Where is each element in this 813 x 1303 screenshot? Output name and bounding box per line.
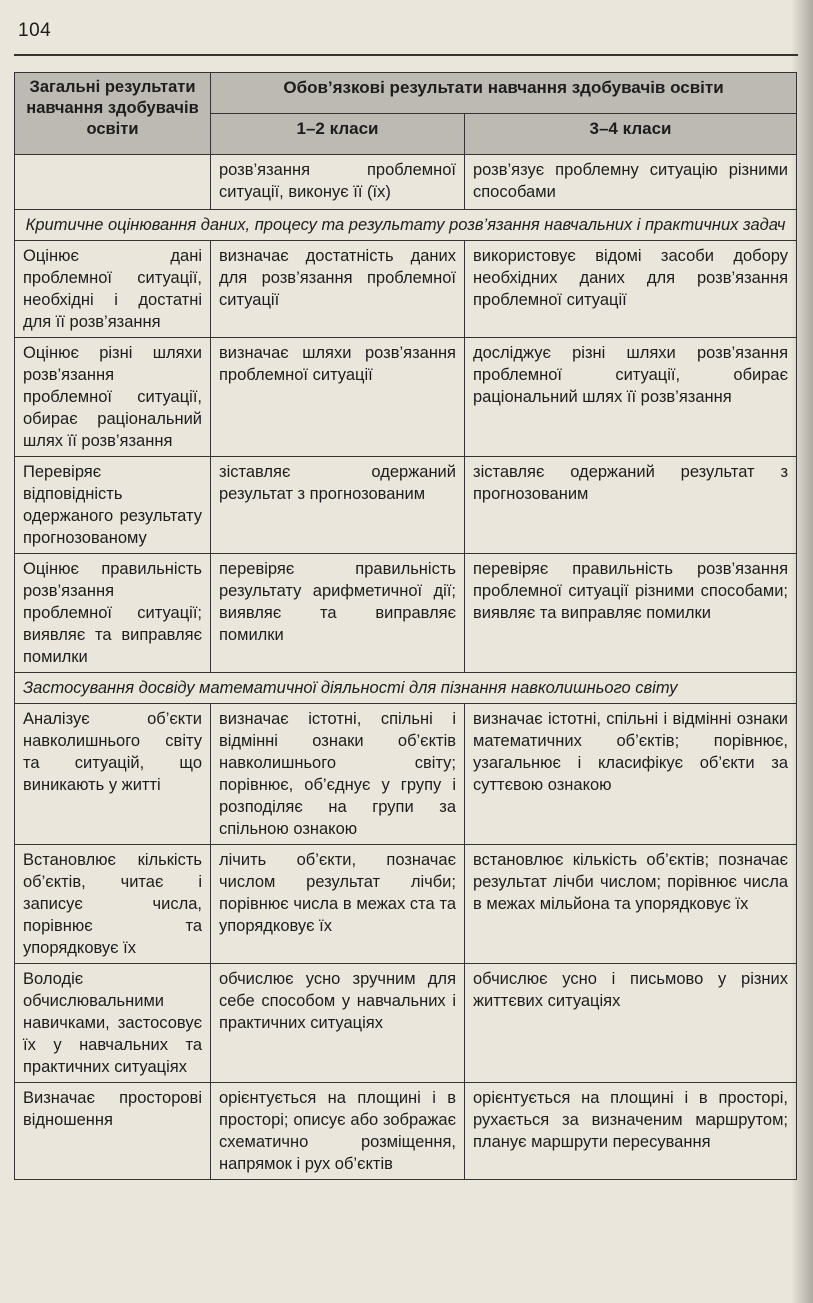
cell-grade-3-4: зіставляє одержаний результат з прогнозованим	[465, 457, 797, 554]
table-row	[15, 338, 797, 457]
section-heading-critical-evaluation: Критичне оцінювання даних, процесу та результату розв’язання навчальних і практичних задач	[15, 210, 797, 241]
cell-grade-3-4: встановлює кількість об’єктів; позначає результат лічби числом; порівнює числа в межах мільйона та упорядковує їх	[465, 845, 797, 964]
cell-grade-1-2: визначає істотні, спільні і відмінні ознаки об’єктів навколишнього світу; порівнює, об’єднує у групу і розподіляє на групи за спільною ознакою	[211, 704, 465, 845]
table-row	[15, 1083, 797, 1180]
table-row	[15, 964, 797, 1083]
section-row	[15, 210, 797, 241]
header-rule	[14, 54, 798, 56]
table-row	[15, 241, 797, 338]
table-row	[15, 554, 797, 673]
cell-grade-3-4: перевіряє правильність розв’язання проблемної ситуації різними способами; виявляє та виправляє помилки	[465, 554, 797, 673]
cell-grade-3-4: використовує відомі засоби добору необхідних даних для розв’язання проблемної ситуації	[465, 241, 797, 338]
section-row	[15, 673, 797, 704]
cell-grade-1-2: визначає достатність даних для розв’язання проблемної ситуації	[211, 241, 465, 338]
table-row	[15, 457, 797, 554]
cell-grade-1-2: перевіряє правильність результату арифметичної дії; виявляє та виправляє помилки	[211, 554, 465, 673]
table-row	[15, 845, 797, 964]
header-grade-1-2: 1–2 класи	[211, 114, 465, 155]
cell-general: Оцінює правильність розв’язання проблемної ситуації; виявляє та виправляє помилки	[15, 554, 211, 673]
cell-grade-3-4: орієнтується на площині і в просторі, рухається за визначеним маршрутом; планує маршрути пересування	[465, 1083, 797, 1180]
cell-general: Оцінює різні шляхи розв’язання проблемної ситуації, обирає раціональний шлях її розв’язання	[15, 338, 211, 457]
cell-general: Визначає просторові відношення	[15, 1083, 211, 1180]
cell-grade-3-4: розв’язує проблемну ситуацію різними способами	[465, 155, 797, 210]
cell-general	[15, 155, 211, 210]
cell-grade-3-4: обчислює усно і письмово у різних життєвих ситуаціях	[465, 964, 797, 1083]
cell-general: Оцінює дані проблемної ситуації, необхідні і достатні для її розв’язання	[15, 241, 211, 338]
cell-general: Встановлює кількість об’єктів, читає і записує числа, порівнює та упорядковує їх	[15, 845, 211, 964]
cell-grade-1-2: зіставляє одержаний результат з прогнозованим	[211, 457, 465, 554]
table-row	[15, 704, 797, 845]
section-heading-applying-experience: Застосування досвіду математичної діяльності для пізнання навколишнього світу	[15, 673, 797, 704]
cell-grade-3-4: досліджує різні шляхи розв’язання проблемної ситуації, обирає раціональний шлях її розв’язання	[465, 338, 797, 457]
learning-outcomes-table	[14, 72, 797, 1180]
header-general-outcomes: Загальні результати навчання здобувачів освіти	[15, 73, 211, 155]
cell-grade-1-2: лічить об’єкти, позначає числом результат лічби; порівнює числа в межах ста та упорядковує їх	[211, 845, 465, 964]
cell-grade-3-4: визначає істотні, спільні і відмінні ознаки математичних об’єктів; порівнює, узагальнює і класифікує об’єкти за суттєвою ознакою	[465, 704, 797, 845]
page-number: 104	[18, 20, 52, 41]
table-row	[15, 155, 797, 210]
cell-grade-1-2: обчислює усно зручним для себе способом у навчальних і практичних ситуаціях	[211, 964, 465, 1083]
header-mandatory-outcomes: Обов’язкові результати навчання здобувачів освіти	[211, 73, 797, 114]
cell-grade-1-2: визначає шляхи розв’язання проблемної ситуації	[211, 338, 465, 457]
cell-general: Перевіряє відповідність одержаного результату прогнозованому	[15, 457, 211, 554]
cell-grade-1-2: орієнтується на площині і в просторі; описує або зображає схематично розміщення, напрямок і рух об’єктів	[211, 1083, 465, 1180]
cell-grade-1-2: розв’язання проблемної ситуації, виконує її (їх)	[211, 155, 465, 210]
header-grade-3-4: 3–4 класи	[465, 114, 797, 155]
cell-general: Володіє обчислювальними навичками, застосовує їх у навчальних та практичних ситуаціях	[15, 964, 211, 1083]
cell-general: Аналізує об’єкти навколишнього світу та ситуацій, що виникають у житті	[15, 704, 211, 845]
